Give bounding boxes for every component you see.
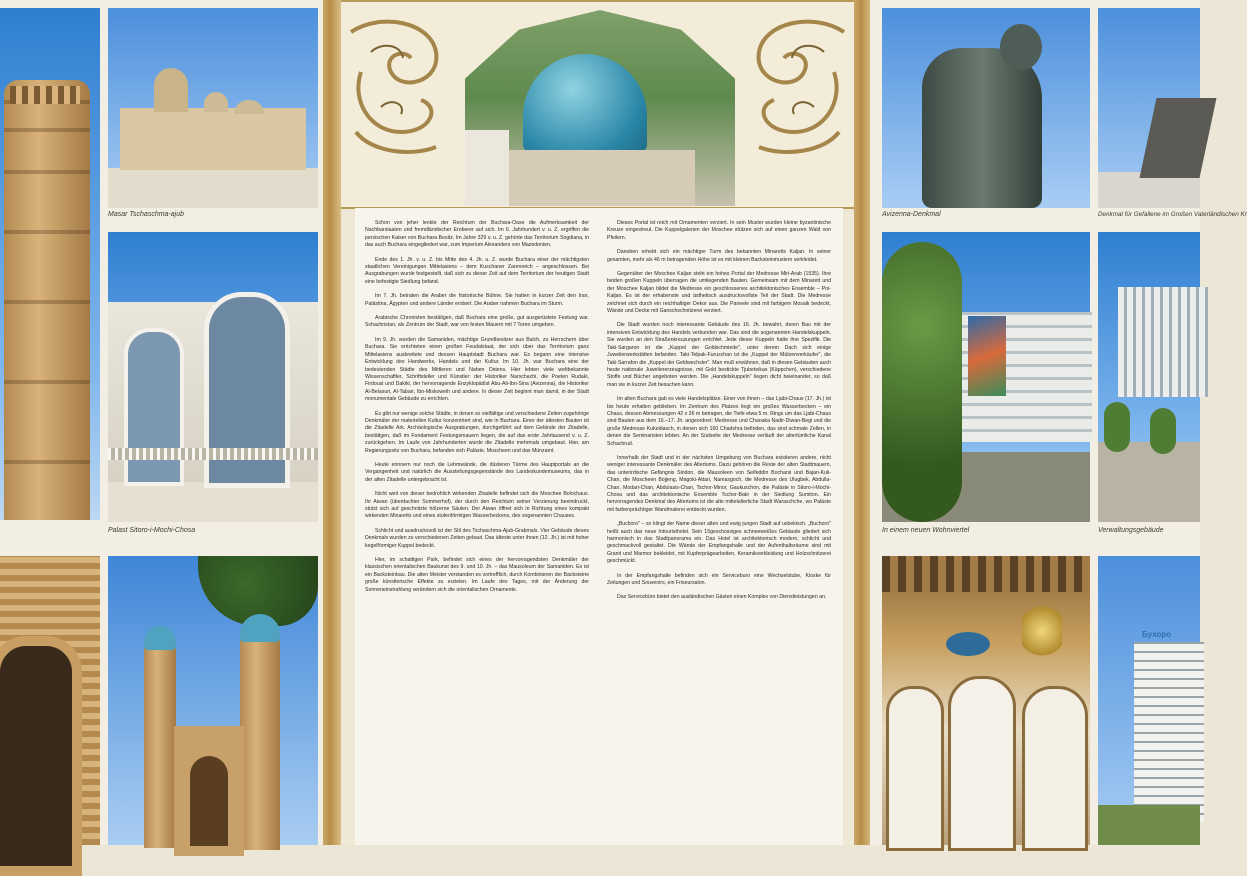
paragraph: Das Servicebüro bietet den ausländischen Gästen einen Komplex von Dienstleistungen an. (617, 594, 827, 601)
fold-left (323, 0, 341, 845)
photo-hotel-bukhara (1098, 556, 1200, 845)
dome-left (144, 626, 176, 650)
paragraph: Schlicht und ausdrucksvoll ist der Stil des Tschaschma-Ajub-Grabmals. Vier Gebäude dieses Denkmals wurden zu verschiedenen Zeiten gebaut. Das älteste unter ihnen (12. Jh.) ist mit hoher kegelförmiger Kuppel bedeckt. (365, 527, 589, 549)
portal-arch (0, 636, 82, 876)
text-column-left (365, 220, 589, 601)
photo-ornate-interior (882, 556, 1090, 845)
minaret-lantern (10, 86, 80, 104)
caption-palace: Palast Sitoro-i-Mochi-Chosa (108, 527, 196, 534)
photo-mausoleum (108, 8, 318, 208)
photo-admin-building (1098, 232, 1200, 522)
paragraph: „Buchoro" – so klingt der Name dieser alten und ewig jungen Stadt auf usbekisch. „Buchoro" heißt auch das neue Intouristhotel. Sein 15geschossiges schneeweißes Gebäude gliedert sich harmonisch in das Stadtpanorama ein. Das Hotel ist architektonisch modern, schlicht und geschmackvoll gestaltet. Die Wände der Empfangshalle und der Aufenthaltsräume sind mit Granit und Marmor bekleidet, mit Kupferprägearbeiten, Keramikverkleidung und Holzschnitzerei geschmückt. (607, 521, 831, 565)
chandelier (1022, 596, 1062, 666)
hotel-sign: Бухоро (1142, 630, 1172, 639)
photo-kalyan-minaret (0, 8, 100, 520)
mausoleum-cone (154, 68, 188, 112)
interior-arch-2 (948, 676, 1016, 851)
text-column-right (607, 220, 831, 609)
paragraph: Es gibt nur wenige solche Städte, in denen so vielfältige und verschiedene Zeiten zugehörige Denkmäler der materiellen Kultur konzentriert sind, wie in Buchara. Einer der ältesten Bauten ist die Zitadelle Ark. Archäologische Ausgrabungen, durchgeführt auf dem Gelände der Zitadelle, bestätigen, daß im Fundament Festungsmauern liegen, die auf das erste Jahrtausend v. u. Z. zurückgehen. Im Laufe von Jahrhunderten wurde die Zitadelle mehrmals umgebaut. Hier, am Regierungssitz von Buchara, befanden sich Paläste, Moscheen und das Münzamt. (365, 410, 589, 454)
admin-block (1118, 287, 1208, 397)
mosaic-wall (968, 316, 1006, 396)
photo-portal-detail (0, 556, 100, 845)
statue-figure (922, 48, 1042, 208)
photo-chor-minor (108, 556, 318, 845)
caption-admin: Verwaltungsgebäude (1098, 527, 1164, 534)
paragraph: Nicht weit von dieser bedrohlich wirkenden Zitadelle befindet sich die Moschee Bolochaus. Ihr Aiwan (überdachter Sommerhof), der durch den Reichtum seiner Verzierung beeindruckt, stützt sich auf geschnitzte hölzerne Säulen. Der Aiwan öffnet sich in Richtung eines kompakt wirkenden Minaretts und eines stufenförmigen Wasserbeckens, des sogenannten Chauses. (365, 491, 589, 520)
middle-panel (325, 0, 870, 845)
tower-right (240, 630, 280, 850)
ornamental-header (333, 0, 862, 209)
tree (882, 242, 962, 522)
photo-residential-district (882, 232, 1090, 522)
text-page (355, 208, 843, 845)
paragraph: Heute erinnern nur noch die Lehmwände, die düsteren Türme des Hauptportals an die Vergangenheit und natürlich die Ausstellungsgegenstände des Landeskundemuseums, das in der alten Zitadelle untergebracht ist. (365, 461, 589, 483)
paragraph: Im alten Buchara gab es viele Handelsplätze. Einer von ihnen – das Ljabi-Chaus (17. Jh.) ist bis heute erhalten geblieben. Im Zentrum des Platzes liegt ein großes Wasserbecken – ein Chaus, dessen Abmessungen 42 x 36 m betragen, die Tiefe etwa 5 m. Rings um das Ljabi-Chaus sind Bauten aus dem 16.–17. Jh. angeordnet: Medresse und Chanaka Nadir-Diwan-Begi und die große Medresse Kukeldasch, in denen sich 160 Chadshra befinden, das sind schmale Zellen, in denen die Seminaristen lebten. An der Südseite der Medresse verläuft der altertümliche Kanal Schachrud. (607, 396, 831, 447)
paragraph: In der Empfangshalle befinden sich ein Serviceburo eine Wechselstube, Kioske für Zeitungen und Souvenirs, ein Friseursalon. (607, 572, 831, 587)
arabesque-left (341, 12, 451, 162)
paragraph: Ende des 1. Jh. v. u. Z. bis Mitte des 4. Jh. u. Z. wurde Buchara einer der mächtigsten staatlichen Vereinigungen Mittelasiens – dem Kuschaner Zarenreich – angeschlossen. Bei Ausgrabungen wurde festgestellt, daß sich zu dieser Zeit auf dem Territorium der heutigen Stadt eine befestigte Siedlung befand. (365, 256, 589, 285)
photo-avicenna-statue (882, 8, 1090, 208)
caption-monument: Denkmal für Gefallene im Großen Vaterländischen Kr (1098, 211, 1247, 218)
caption-avicenna: Avizenna-Denkmal (882, 211, 941, 218)
arabesque-right (744, 12, 854, 162)
paragraph: Gegenüber der Moschee Kaljan steht ein hohes Portal der Medresse Miri-Arab (1535). Ihre beiden großen Kuppeln überragen die umliegenden Bauten. Gemeinsam mit dem Minarett und der Moschee Kaljan bildet die Medresse ein geschlossenes architektonisches Ensemble – Poi-Kaljan. Es ist der erhabenste und ästhetisch ausdrucksvollste Teil der Stadt. Die Medresse zeichnet sich durch ein reichhaltiger Dekor aus. Die Paneele sind mit farbigem Mosaik bedeckt, Wände und Decke mit Ganschschnitzerei verziert. (607, 271, 831, 315)
arch-frame (465, 10, 735, 206)
memorial-sculpture (1139, 98, 1216, 178)
statue-head (1000, 24, 1042, 70)
interior-arch-3 (1022, 686, 1088, 851)
minaret-tower (4, 80, 90, 520)
paragraph: Im 7. Jh. betraten die Araber die historische Bühne. Sie hatten in kurzer Zeit den Iran, Palästina, Ägypten und andere Länder erobert. Die Araber nahmen Buchara im Sturm. (365, 293, 589, 307)
interior-arch-1 (886, 686, 944, 851)
paragraph: Arabische Chronisten bestätigen, daß Buchara eine große, gut ausgerüstete Festung war. Schachristan, als Zentrum der Stadt, war von festen Mauern mit 7 Toren umgeben. (365, 315, 589, 329)
paragraph: Innerhalb der Stadt und in der nächsten Umgebung von Buchara existieren andere, nicht weniger interessante Denkmäler des Altertums. Dazu gehören die Reste der alten Stadtmauern, das unterirdische Gefängnis Sindon, die Mausoleen von Seifeddin Bocharsi und Bajan-Kuli-Chan, die Moscheen Bojjeng, Magoki-Attari, Namasgoch, die Medresse des Ulugbek, Abdulla-Chan, Modari-Chan, Abdulasis-Chan, Tschor-Minor, Gaukuschon, die Paläste in Sitoro-i-Mochi-Chosa und das architektonische Ensemble Tschor-Bakr in der Siedlung Sumiton. Ein hervorragendes Denkmal des Altertums ist die alte mittelalterliche Stadt Waraschche, wo Paläste mit farbenprächtiger Wandmalerei entdeckt wurden. (607, 454, 831, 513)
paragraph: Dieses Portal ist reich mit Ornamenten verziert. In sein Muster wurden kleine byzantinische Kreuze eingestreut. Die Kuppelgalerien der Moschee stützen sich auf einen ganzen Wald von Pfeilern. (607, 220, 831, 241)
paragraph: Daneben erhebt sich ein mächtiger Turm des bekannten Minaretts Kaljan. In seiner gesamten, mehr als 46 m betragenden Höhe ist es mit kleinen Backsteinmustern verkleidet. (607, 249, 831, 263)
caption-mausoleum: Masar Tschaschma-ajub (108, 211, 184, 218)
right-panel (870, 0, 1247, 845)
photo-blue-dome (465, 10, 735, 206)
paragraph: Hier, im schattigen Park, befindet sich eines der hervorragendsten Denkmäler der klassischen orientalischen Baukunst des 9. und 10. Jh. – das Mausoleum der Samaniden. Es ist ein Backsteinbau. Die alten Meister verstanden es vortrefflich, durch Kombinieren der Backsteine große künstlerische Effekte zu erzielen. Im Laufe des Tages, mit der Änderung der Sonneneinstrahlung verändern sich die orientalischen Ornamente. (365, 557, 589, 593)
left-panel (0, 0, 325, 845)
photo-war-memorial (1098, 8, 1200, 208)
paragraph: Die Stadt wurden noch interessante Gebäude des 16. Jh. bewahrt, deren Bau mit der intensiven Entwicklung des Handels verbunden war. Das sind die sogenannten Handelskuppeln. Sie wurden an den Straßenkreuzungen errichtet. Jede dieser Kuppeln hatte ihre Spezifik. Die Taki-Sargaron ist die „Kuppel der Goldschmiede", unter derem Dach sich einige Juwelierwerkstätten befanden. Taki-Telpak-Furuschan ist die „Kuppel der Mützenverkäufer", die Taki-Sarrafon die „Kuppel der Geldwechsler". Man muß erwähnen, daß in diesen Gebäuden auch heute nationale Juweliererzeugnisse, mit Gold bestickte Tjubeteikas (Käppchen), verschiedene Stoffe und Bücher angeboten werden. Die „Handelskuppeln" liegen dicht beieinander, so daß man sie in kurzer Zeit besuchen kann. (607, 322, 831, 388)
photo-palace (108, 232, 318, 522)
paragraph: Schon von jeher lenkte der Reichtum der Buchara-Oase die Aufmerksamkeit der Nachbarstaaten und fremdländischer Eroberer auf sich. Im 6. Jahrhundert v. u. Z. ergriffen die persischen Kaiser von Buchara Besitz. Im Jahre 329 v. u. Z. gehörte das Territorium Sogdiana, in das auch Buchara eingegliedert war, zum Imperium Alexanders von Mazedonien. (365, 220, 589, 249)
palace-arch-left (124, 328, 184, 486)
turquoise-dome (523, 54, 647, 154)
hotel-building (1134, 642, 1204, 822)
caption-district: In einem neuen Wohnviertel (882, 527, 970, 534)
paragraph: Im 9. Jh. wurden die Samaniden, mächtige Grundbesitzer aus Balch, zu Herrschern über Buchara. Sie errichteten einen großen Feudalstaat, der sich über das Territorium ganz Mittelasiens ausbreitete und dessen Hauptstadt Buchara war. Es begann eine intensive Entwicklung des Handwerks, Handels und der Kultur. Im 10. Jh. war Buchara eine der bedeutenden Städte des Mittleren und Nahen Ostens. Hier lebten viele weltbekannte Wissenschaftler, Schriftsteller und Künstler: der Historiker Narschachi, die Poeten Rudaki, Firdousi und Dakiki, der hervorragende Enzyklopädist Abu-Ali-Ibn-Sina (Avizenna), die Historiker Al-Belasuri, Al-Tabari, Ibn-Miskoweih und andere. In dieser Zeit beginnt man damit, in der Stadt monumentale Gebäude zu errichten. (365, 336, 589, 403)
tower-left (144, 638, 176, 848)
mausoleum-body (120, 108, 306, 170)
